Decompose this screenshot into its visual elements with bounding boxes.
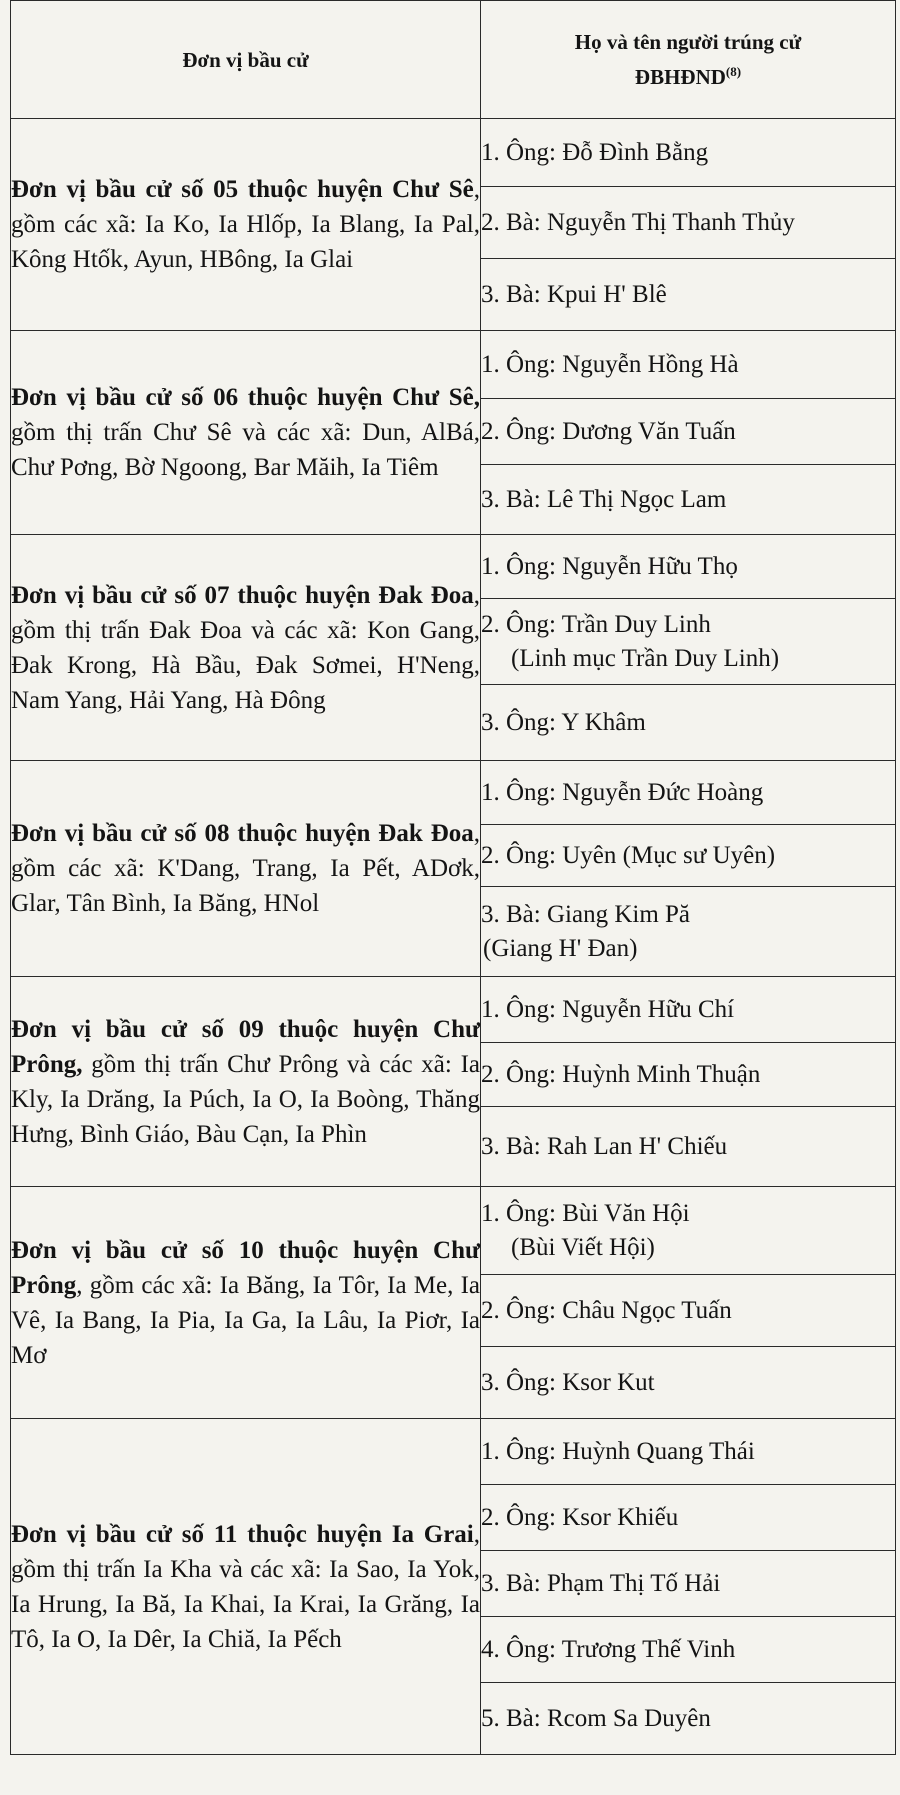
candidate-name: 3. Bà: Lê Thị Ngọc Lam bbox=[481, 485, 727, 513]
candidate-name: 3. Ông: Ksor Kut bbox=[481, 1368, 655, 1396]
candidate-cell bbox=[481, 825, 896, 887]
candidate-name: 5. Bà: Rcom Sa Duyên bbox=[481, 1704, 711, 1732]
candidate-name: 3. Ông: Y Khâm bbox=[481, 708, 646, 736]
candidate-name: 3. Bà: Phạm Thị Tố Hải bbox=[481, 1569, 721, 1597]
candidate-cell bbox=[481, 1187, 896, 1275]
unit-title: Đơn vị bầu cử số 09 thuộc huyện Chư Prông, bbox=[11, 1015, 480, 1078]
candidate-cell bbox=[481, 887, 896, 977]
unit-cell bbox=[11, 119, 481, 331]
candidate-cell bbox=[481, 187, 896, 259]
candidate-cell bbox=[481, 399, 896, 465]
candidate-name: 3. Bà: Kpui H' Blê bbox=[481, 280, 667, 308]
table-row bbox=[11, 331, 896, 399]
candidate-cell bbox=[481, 977, 896, 1043]
table-row bbox=[11, 535, 896, 599]
candidate-alias: (Linh mục Trần Duy Linh) bbox=[511, 644, 780, 672]
unit-description: , gồm các xã: Ia Băng, Ia Tôr, Ia Me, Ia Vê, Ia Bang, Ia Pia, Ia Ga, Ia Lâu, Ia Piơr, Ia Mơ bbox=[11, 1271, 480, 1369]
candidate-cell bbox=[481, 259, 896, 331]
candidate-name: 3. Bà: Rah Lan H' Chiếu bbox=[481, 1132, 728, 1160]
candidate-cell bbox=[481, 331, 896, 399]
candidate-name: 2. Ông: Huỳnh Minh Thuận bbox=[481, 1060, 761, 1088]
header-candidate-line1: Họ và tên người trúng cử bbox=[574, 30, 802, 54]
candidate-cell bbox=[481, 599, 896, 685]
unit-description: gồm thị trấn Chư Sê và các xã: Dun, AlBá, Chư Pơng, Bờ Ngoong, Bar Măih, Ia Tiêm bbox=[11, 419, 480, 481]
candidate-name: 1. Ông: Huỳnh Quang Thái bbox=[481, 1437, 755, 1465]
candidate-name: 2. Ông: Ksor Khiếu bbox=[481, 1503, 679, 1531]
unit-description: , gồm thị trấn Đak Đoa và các xã: Kon Gang, Đak Krong, Hà Bầu, Đak Sơmei, H'Neng, Nam Yang, Hải Yang, Hà Đông bbox=[11, 581, 480, 714]
table-row bbox=[11, 1419, 896, 1485]
header-candidate bbox=[481, 1, 896, 119]
unit-cell bbox=[11, 331, 481, 535]
candidate-name: 2. Bà: Nguyễn Thị Thanh Thủy bbox=[481, 208, 795, 236]
header-unit-label: Đơn vị bầu cử bbox=[182, 47, 309, 72]
header-footnote-ref: (8) bbox=[725, 64, 742, 79]
unit-cell bbox=[11, 977, 481, 1187]
unit-title: Đơn vị bầu cử số 10 thuộc huyện Chư Prông bbox=[11, 1236, 480, 1299]
candidate-cell bbox=[481, 119, 896, 187]
candidate-cell bbox=[481, 761, 896, 825]
candidate-alias: (Giang H' Đan) bbox=[483, 934, 638, 962]
candidate-name: 2. Ông: Dương Văn Tuấn bbox=[481, 417, 736, 445]
candidate-cell bbox=[481, 1107, 896, 1187]
candidate-cell bbox=[481, 685, 896, 761]
candidate-name: 1. Ông: Bùi Văn Hội bbox=[481, 1199, 690, 1227]
election-results-table bbox=[10, 0, 896, 1755]
candidate-name: 2. Ông: Uyên (Mục sư Uyên) bbox=[481, 841, 776, 869]
candidate-name: 1. Ông: Nguyễn Đức Hoàng bbox=[481, 778, 764, 806]
candidate-cell bbox=[481, 1617, 896, 1683]
table-row bbox=[11, 119, 896, 187]
candidate-name: 1. Ông: Nguyễn Hữu Thọ bbox=[481, 552, 738, 580]
unit-cell bbox=[11, 1419, 481, 1755]
candidate-cell bbox=[481, 535, 896, 599]
candidate-cell bbox=[481, 1551, 896, 1617]
candidate-cell bbox=[481, 465, 896, 535]
table-row bbox=[11, 977, 896, 1043]
candidate-name: 1. Ông: Nguyễn Hồng Hà bbox=[481, 350, 739, 378]
unit-description: , gồm thị trấn Ia Kha và các xã: Ia Sao, Ia Yok, Ia Hrung, Ia Bă, Ia Khai, Ia Krai, Ia Grăng, Ia Tô, Ia O, Ia Dêr, Ia Chiă, Ia Pếch bbox=[11, 1520, 480, 1653]
candidate-cell bbox=[481, 1485, 896, 1551]
table-row bbox=[11, 761, 896, 825]
unit-title: Đơn vị bầu cử số 11 thuộc huyện Ia Grai bbox=[11, 1520, 474, 1548]
candidate-name: 2. Ông: Châu Ngọc Tuấn bbox=[481, 1296, 732, 1324]
unit-title: Đơn vị bầu cử số 06 thuộc huyện Chư Sê, bbox=[11, 384, 480, 411]
unit-title: Đơn vị bầu cử số 05 thuộc huyện Chư Sê bbox=[11, 176, 474, 203]
candidate-alias: (Bùi Viết Hội) bbox=[511, 1233, 655, 1261]
unit-cell bbox=[11, 1187, 481, 1419]
candidate-cell bbox=[481, 1043, 896, 1107]
header-unit bbox=[11, 1, 481, 119]
table-row bbox=[11, 1187, 896, 1275]
candidate-name: 2. Ông: Trần Duy Linh bbox=[481, 610, 711, 638]
header-candidate-line2: ĐBHĐND bbox=[634, 65, 726, 89]
unit-title: Đơn vị bầu cử số 08 thuộc huyện Đak Đoa bbox=[11, 820, 474, 847]
candidate-name: 1. Ông: Đỗ Đình Bằng bbox=[481, 138, 709, 166]
candidate-cell bbox=[481, 1683, 896, 1755]
unit-cell bbox=[11, 761, 481, 977]
unit-title: Đơn vị bầu cử số 07 thuộc huyện Đak Đoa bbox=[11, 581, 474, 609]
unit-cell bbox=[11, 535, 481, 761]
candidate-name: 1. Ông: Nguyễn Hữu Chí bbox=[481, 995, 735, 1023]
table-header-row bbox=[11, 1, 896, 119]
unit-description: , gồm các xã: Ia Ko, Ia Hlốp, Ia Blang, Ia Pal, Kông Htốk, Ayun, HBông, Ia Glai bbox=[11, 176, 480, 273]
unit-description: , gồm các xã: K'Dang, Trang, Ia Pết, ADơk, Glar, Tân Bình, Ia Băng, HNol bbox=[11, 820, 480, 917]
candidate-cell bbox=[481, 1347, 896, 1419]
candidate-name: 4. Ông: Trương Thế Vinh bbox=[481, 1635, 736, 1663]
candidate-cell bbox=[481, 1419, 896, 1485]
candidate-name: 3. Bà: Giang Kim Pă bbox=[481, 900, 691, 928]
candidate-cell bbox=[481, 1275, 896, 1347]
unit-description: gồm thị trấn Chư Prông và các xã: Ia Kly, Ia Drăng, Ia Púch, Ia O, Ia Boòng, Thăng Hưng, Bình Giáo, Bàu Cạn, Ia Phìn bbox=[11, 1050, 480, 1148]
